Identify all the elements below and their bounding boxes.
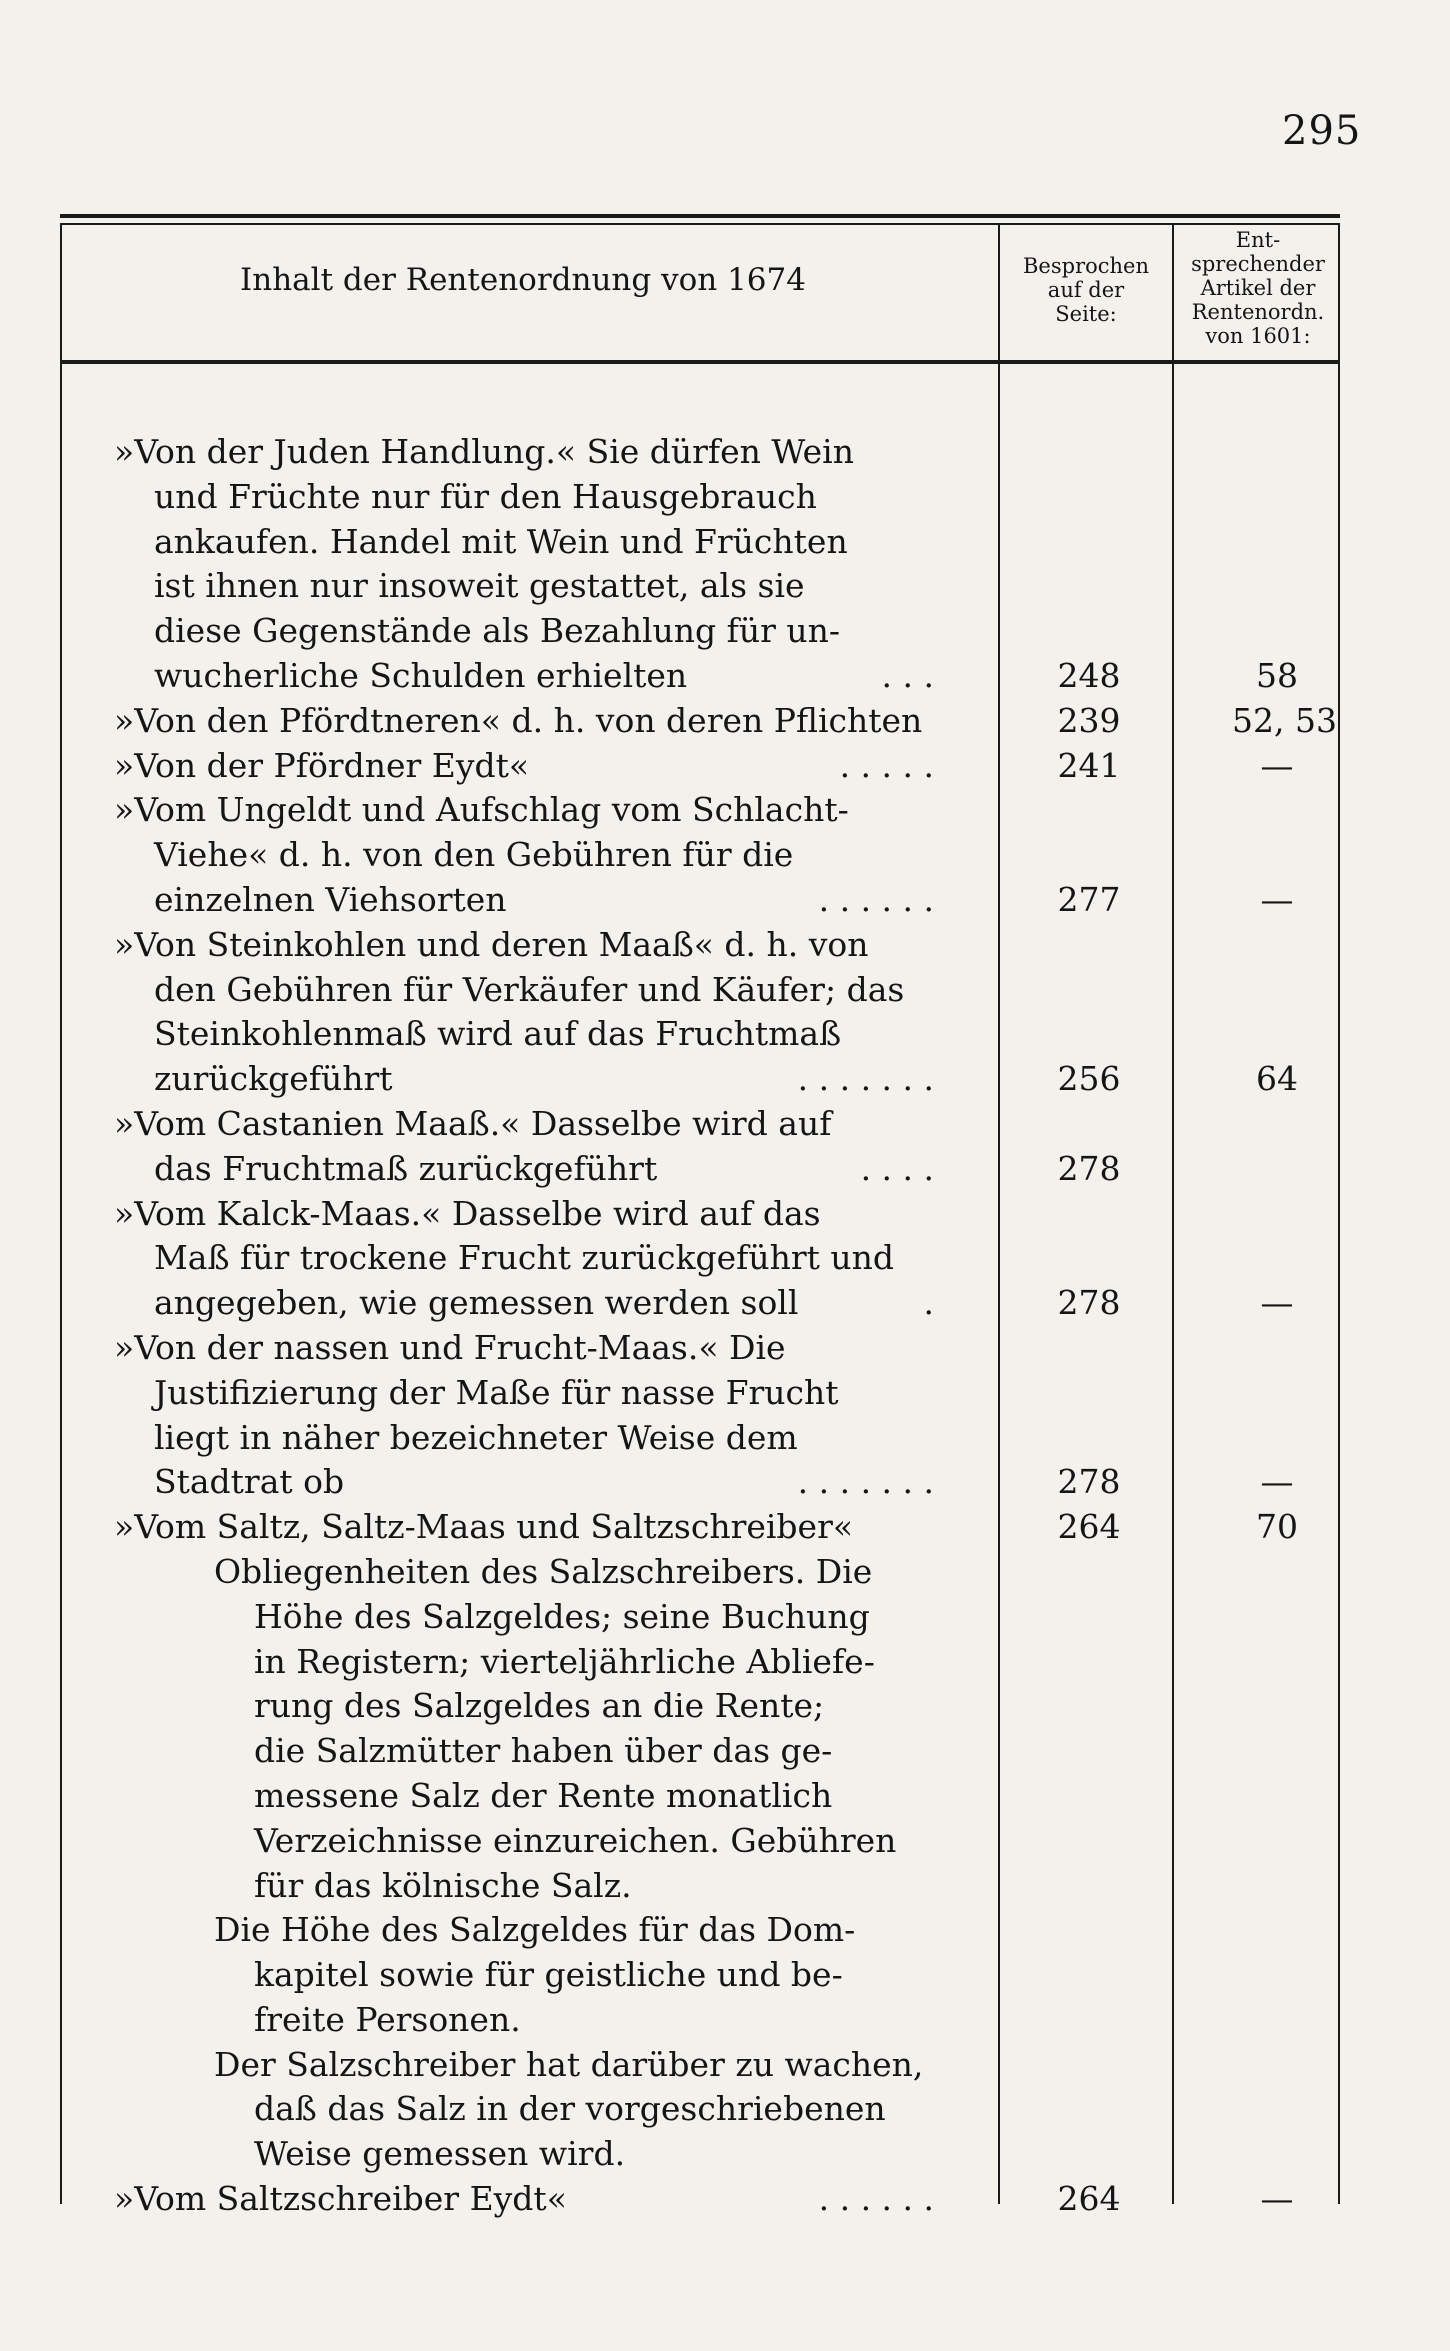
entry-text: Maß für trockene Frucht zurückgeführt und <box>154 1238 895 1278</box>
table-row <box>114 2043 1340 2088</box>
entry-text: Stadtrat ob <box>154 1462 345 1502</box>
entry-text: Verzeichnisse einzureichen. Gebühren <box>254 1820 897 1860</box>
entry-text: rung des Salzgeldes an die Rente; <box>254 1686 825 1726</box>
table-row <box>114 520 1340 565</box>
article-ref: — <box>1260 1283 1294 1323</box>
entry-text: das Fruchtmaß zurückgeführt <box>154 1148 658 1188</box>
contents-body <box>114 430 1340 2222</box>
entry-text: die Salzmütter haben über das ge- <box>254 1731 833 1771</box>
entry-text: Justifizierung der Maße für nasse Frucht <box>154 1372 839 1412</box>
header-article-line: Rentenordn. <box>1191 300 1325 324</box>
entry-text: Die Höhe des Salzgeldes für das Dom- <box>214 1910 856 1950</box>
entry-text: und Früchte nur für den Hausgebrauch <box>154 476 817 516</box>
entry-text: diese Gegenstände als Bezahlung für un- <box>154 611 841 651</box>
entry-text: Der Salzschreiber hat darüber zu wachen, <box>214 2044 924 2084</box>
dot-leader: . . . . . <box>839 745 934 785</box>
article-ref: — <box>1260 2179 1294 2219</box>
table-row <box>114 2132 1340 2177</box>
page-number: 295 <box>1282 108 1362 154</box>
header-article-line: sprechender <box>1191 252 1325 276</box>
header-article-column <box>1180 228 1336 348</box>
article-ref: 64 <box>1256 1059 1298 1099</box>
entry-text: messene Salz der Rente monatlich <box>254 1775 833 1815</box>
entry-text: »Vom Castanien Maaß.« Dasselbe wird auf <box>114 1103 832 1143</box>
table-row <box>114 475 1340 520</box>
page-ref: 256 <box>1057 1059 1121 1099</box>
table-row <box>114 1550 1340 1595</box>
entry-text: »Von der Juden Handlung.« Sie dürfen Wein <box>114 432 854 471</box>
table-row <box>114 1371 1340 1416</box>
entry-text: Höhe des Salzgeldes; seine Buchung <box>254 1596 870 1636</box>
table-row <box>114 1864 1340 1909</box>
article-ref: 52, 53 <box>1232 700 1337 740</box>
table-row <box>114 1192 1340 1237</box>
table-row <box>114 1595 1340 1640</box>
entry-text: »Vom Saltz, Saltz-Maas und Saltzschreiber« <box>114 1507 854 1547</box>
entry-text: ist ihnen nur insoweit gestattet, als sie <box>154 566 805 606</box>
entry-text: einzelnen Viehsorten <box>154 879 507 919</box>
entry-text: kapitel sowie für geistliche und be- <box>254 1955 843 1995</box>
entry-text: »Von der nassen und Frucht-Maas.« Die <box>114 1327 786 1367</box>
table-row <box>114 699 1340 744</box>
page-ref: 264 <box>1057 1507 1121 1547</box>
article-ref: — <box>1260 745 1294 785</box>
header-article-line: Ent- <box>1235 228 1281 252</box>
entry-text: Obliegenheiten des Salzschreibers. Die <box>214 1551 873 1591</box>
table-row <box>114 430 1340 475</box>
dot-leader: . . . . . . <box>818 879 934 919</box>
header-page-column <box>1008 254 1164 326</box>
header-page-line: Besprochen <box>1023 254 1149 278</box>
table-row <box>114 878 1340 923</box>
table-row <box>114 1729 1340 1774</box>
entry-text: »Vom Saltzschreiber Eydt« <box>114 2179 567 2219</box>
entry-text: daß das Salz in der vorgeschriebenen <box>254 2089 886 2129</box>
article-ref: 58 <box>1256 655 1298 695</box>
table-row <box>114 1998 1340 2043</box>
entry-text: zurückgeführt <box>154 1059 393 1099</box>
table-row <box>114 1505 1340 1550</box>
table-row <box>114 1416 1340 1461</box>
table-row <box>114 833 1340 878</box>
table-row <box>114 654 1340 699</box>
dot-leader: . . . . . . . <box>797 1462 934 1502</box>
header-content: Inhalt der Rentenordnung von 1674 <box>240 262 806 298</box>
table-row <box>114 609 1340 654</box>
table-row <box>114 1460 1340 1505</box>
entry-text: »Vom Ungeldt und Aufschlag vom Schlacht- <box>114 790 849 830</box>
table-row <box>114 1953 1340 1998</box>
table-row <box>114 1684 1340 1729</box>
table-row <box>114 1147 1340 1192</box>
table-row <box>114 968 1340 1013</box>
table-row <box>114 1012 1340 1057</box>
table-row <box>114 1819 1340 1864</box>
entry-text: »Von Steinkohlen und deren Maaß« d. h. von <box>114 924 869 964</box>
dot-leader: . . . . . . <box>818 2179 934 2219</box>
header-page-line: auf der <box>1047 278 1125 302</box>
entry-text: Steinkohlenmaß wird auf das Fruchtmaß <box>154 1014 842 1054</box>
entry-text: »Vom Kalck-Maas.« Dasselbe wird auf das <box>114 1193 821 1233</box>
table-top-rule <box>60 214 1340 218</box>
page-ref: 278 <box>1057 1283 1121 1323</box>
page-ref: 278 <box>1057 1148 1121 1188</box>
entry-text: »Von den Pfördtneren« d. h. von deren Pflichten <box>114 700 923 740</box>
table-row <box>114 744 1340 789</box>
table-row <box>114 1640 1340 1685</box>
header-article-line: Artikel der <box>1200 276 1316 300</box>
entry-text: für das kölnische Salz. <box>254 1865 632 1905</box>
page-ref: 278 <box>1057 1462 1121 1502</box>
header-page-line: Seite: <box>1055 302 1117 326</box>
table-row <box>114 2087 1340 2132</box>
table-row <box>114 788 1340 833</box>
table-row <box>114 1908 1340 1953</box>
table-row <box>114 1102 1340 1147</box>
dot-leader: . . . . <box>860 1148 934 1188</box>
entry-text: ankaufen. Handel mit Wein und Früchten <box>154 521 848 561</box>
table-row <box>114 1326 1340 1371</box>
table-row <box>114 923 1340 968</box>
article-ref: — <box>1260 1462 1294 1502</box>
page-ref: 239 <box>1057 700 1121 740</box>
article-ref: 70 <box>1256 1507 1298 1547</box>
table-row <box>114 564 1340 609</box>
dot-leader: . . . . . . . <box>797 1059 934 1099</box>
table-row <box>114 1236 1340 1281</box>
page-ref: 277 <box>1057 879 1121 919</box>
entry-text: angegeben, wie gemessen werden soll <box>154 1283 799 1323</box>
entry-text: liegt in näher bezeichneter Weise dem <box>154 1417 798 1457</box>
table-row <box>114 1057 1340 1102</box>
page-ref: 248 <box>1057 655 1121 695</box>
entry-text: wucherliche Schulden erhielten <box>154 655 688 695</box>
dot-leader: . . . <box>881 655 934 695</box>
entry-text: den Gebühren für Verkäufer und Käufer; das <box>154 969 905 1009</box>
page-ref: 241 <box>1057 745 1121 785</box>
entry-text: freite Personen. <box>254 1999 521 2039</box>
table-row <box>114 1281 1340 1326</box>
table-row <box>114 2177 1340 2222</box>
entry-text: Viehe« d. h. von den Gebühren für die <box>154 835 794 875</box>
header-rule <box>60 360 1340 364</box>
table-top-rule-thin <box>60 223 1340 225</box>
column-line-left <box>60 224 62 2204</box>
header-article-line: von 1601: <box>1205 324 1311 348</box>
dot-leader: . <box>923 1283 934 1323</box>
entry-text: Weise gemessen wird. <box>254 2134 626 2174</box>
entry-text: »Von der Pfördner Eydt« <box>114 745 530 785</box>
entry-text: in Registern; vierteljährliche Abliefe- <box>254 1641 875 1681</box>
page-ref: 264 <box>1057 2179 1121 2219</box>
table-row <box>114 1774 1340 1819</box>
article-ref: — <box>1260 879 1294 919</box>
